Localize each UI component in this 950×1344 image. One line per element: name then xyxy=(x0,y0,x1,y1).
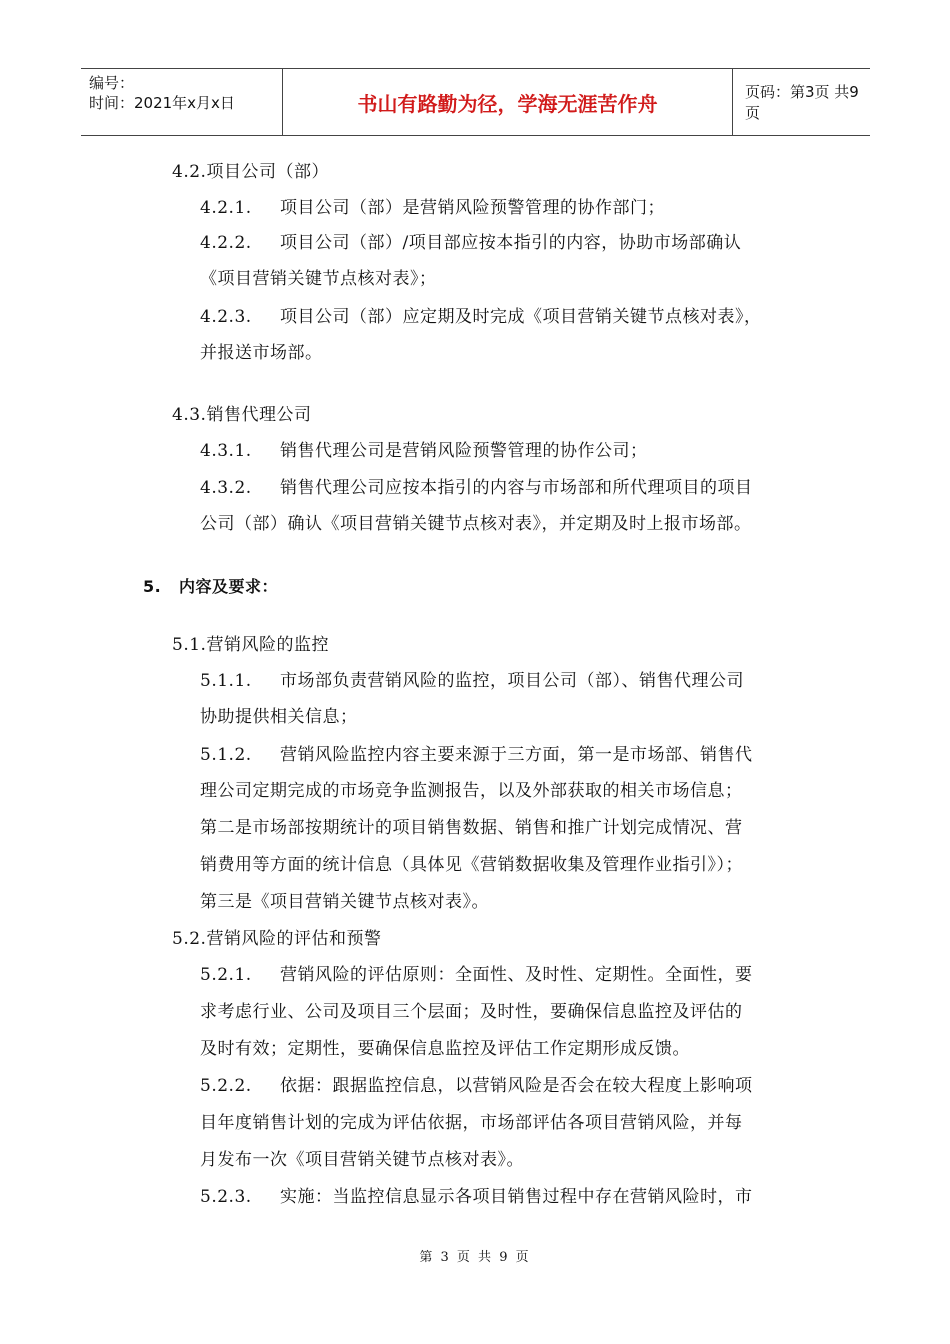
clause-number: 4.2.3. xyxy=(200,307,252,327)
header-meta xyxy=(81,69,282,135)
clause-5-2-3 xyxy=(200,1186,753,1208)
clause-text: 销售代理公司应按本指引的内容与市场部和所代理项目的项目 xyxy=(280,478,753,498)
document-number-label: 编号： xyxy=(89,74,135,92)
clause-number: 4.2.2. xyxy=(200,233,252,253)
clause-5-1-2-line-5: 第三是《项目营销关键节点核对表》。 xyxy=(200,892,489,912)
clause-text: 依据：跟据监控信息，以营销风险是否会在较大程度上影响项 xyxy=(280,1076,753,1096)
clause-number: 5.2.2. xyxy=(200,1076,252,1096)
section-heading-text: 内容及要求： xyxy=(179,577,279,596)
page-header xyxy=(81,68,870,136)
clause-text: 营销风险的评估原则：全面性、及时性、定期性。全面性，要 xyxy=(280,965,753,985)
clause-5-1-1-continued: 协助提供相关信息； xyxy=(200,707,358,727)
section-title-5-1: 5.1.营销风险的监控 xyxy=(172,635,329,655)
clause-number: 4.3.1. xyxy=(200,441,252,461)
clause-4-2-2 xyxy=(200,232,741,254)
header-page-code: 页码：第3页 共9页 xyxy=(745,83,859,122)
clause-4-3-2-continued: 公司（部）确认《项目营销关键节点核对表》，并定期及时上报市场部。 xyxy=(200,514,752,534)
header-motto-cell xyxy=(282,69,733,135)
clause-text: 销售代理公司是营销风险预警管理的协作公司； xyxy=(280,441,648,461)
section-title-5-2: 5.2.营销风险的评估和预警 xyxy=(172,929,382,949)
section-number: 5. xyxy=(143,577,162,596)
clause-5-1-1 xyxy=(200,670,744,692)
clause-4-2-2-continued: 《项目营销关键节点核对表》； xyxy=(200,269,437,289)
clause-4-2-3-continued: 并报送市场部。 xyxy=(200,343,323,363)
header-motto: 书山有路勤为径，学海无涯苦作舟 xyxy=(357,91,658,116)
clause-number: 5.2.1. xyxy=(200,965,252,985)
section-title-4-3: 4.3.销售代理公司 xyxy=(172,405,312,425)
clause-text: 项目公司（部）/项目部应按本指引的内容，协助市场部确认 xyxy=(280,233,742,253)
clause-5-2-1-line-3: 及时有效；定期性，要确保信息监控及评估工作定期形成反馈。 xyxy=(200,1039,690,1059)
clause-text: 营销风险监控内容主要来源于三方面，第一是市场部、销售代 xyxy=(280,745,753,765)
clause-5-1-2-line-4: 销费用等方面的统计信息（具体见《营销数据收集及管理作业指引》）； xyxy=(200,855,743,875)
clause-5-2-2-line-3: 月发布一次《项目营销关键节点核对表》。 xyxy=(200,1150,524,1170)
clause-5-1-2-line-2: 理公司定期完成的市场竞争监测报告，以及外部获取的相关市场信息； xyxy=(200,781,743,801)
clause-5-2-2 xyxy=(200,1075,753,1097)
clause-5-1-2-line-3: 第二是市场部按期统计的项目销售数据、销售和推广计划完成情况、营 xyxy=(200,818,743,838)
clause-number: 5.1.2. xyxy=(200,745,252,765)
section-title-4-2: 4.2.项目公司（部） xyxy=(172,162,329,182)
clause-4-3-1 xyxy=(200,440,648,462)
clause-text: 项目公司（部）应定期及时完成《项目营销关键节点核对表》， xyxy=(280,307,762,327)
page-footer: 第 3 页 共 9 页 xyxy=(419,1250,531,1265)
section-heading-5 xyxy=(143,576,278,598)
clause-5-2-1 xyxy=(200,964,753,986)
clause-5-1-2 xyxy=(200,744,753,766)
clause-text: 市场部负责营销风险的监控，项目公司（部）、销售代理公司 xyxy=(280,671,744,691)
clause-4-2-1 xyxy=(200,197,665,219)
clause-number: 4.3.2. xyxy=(200,478,252,498)
clause-text: 实施：当监控信息显示各项目销售过程中存在营销风险时，市 xyxy=(280,1187,753,1207)
clause-number: 4.2.1. xyxy=(200,198,252,218)
clause-text: 项目公司（部）是营销风险预警管理的协作部门； xyxy=(280,198,665,218)
clause-5-2-2-line-2: 目年度销售计划的完成为评估依据，市场部评估各项目营销风险，并每 xyxy=(200,1113,743,1133)
clause-number: 5.1.1. xyxy=(200,671,252,691)
clause-number: 5.2.3. xyxy=(200,1187,252,1207)
document-date: 时间：2021年x月x日 xyxy=(89,94,235,112)
clause-4-2-3 xyxy=(200,306,762,328)
clause-4-3-2 xyxy=(200,477,753,499)
clause-5-2-1-line-2: 求考虑行业、公司及项目三个层面；及时性，要确保信息监控及评估的 xyxy=(200,1002,743,1022)
